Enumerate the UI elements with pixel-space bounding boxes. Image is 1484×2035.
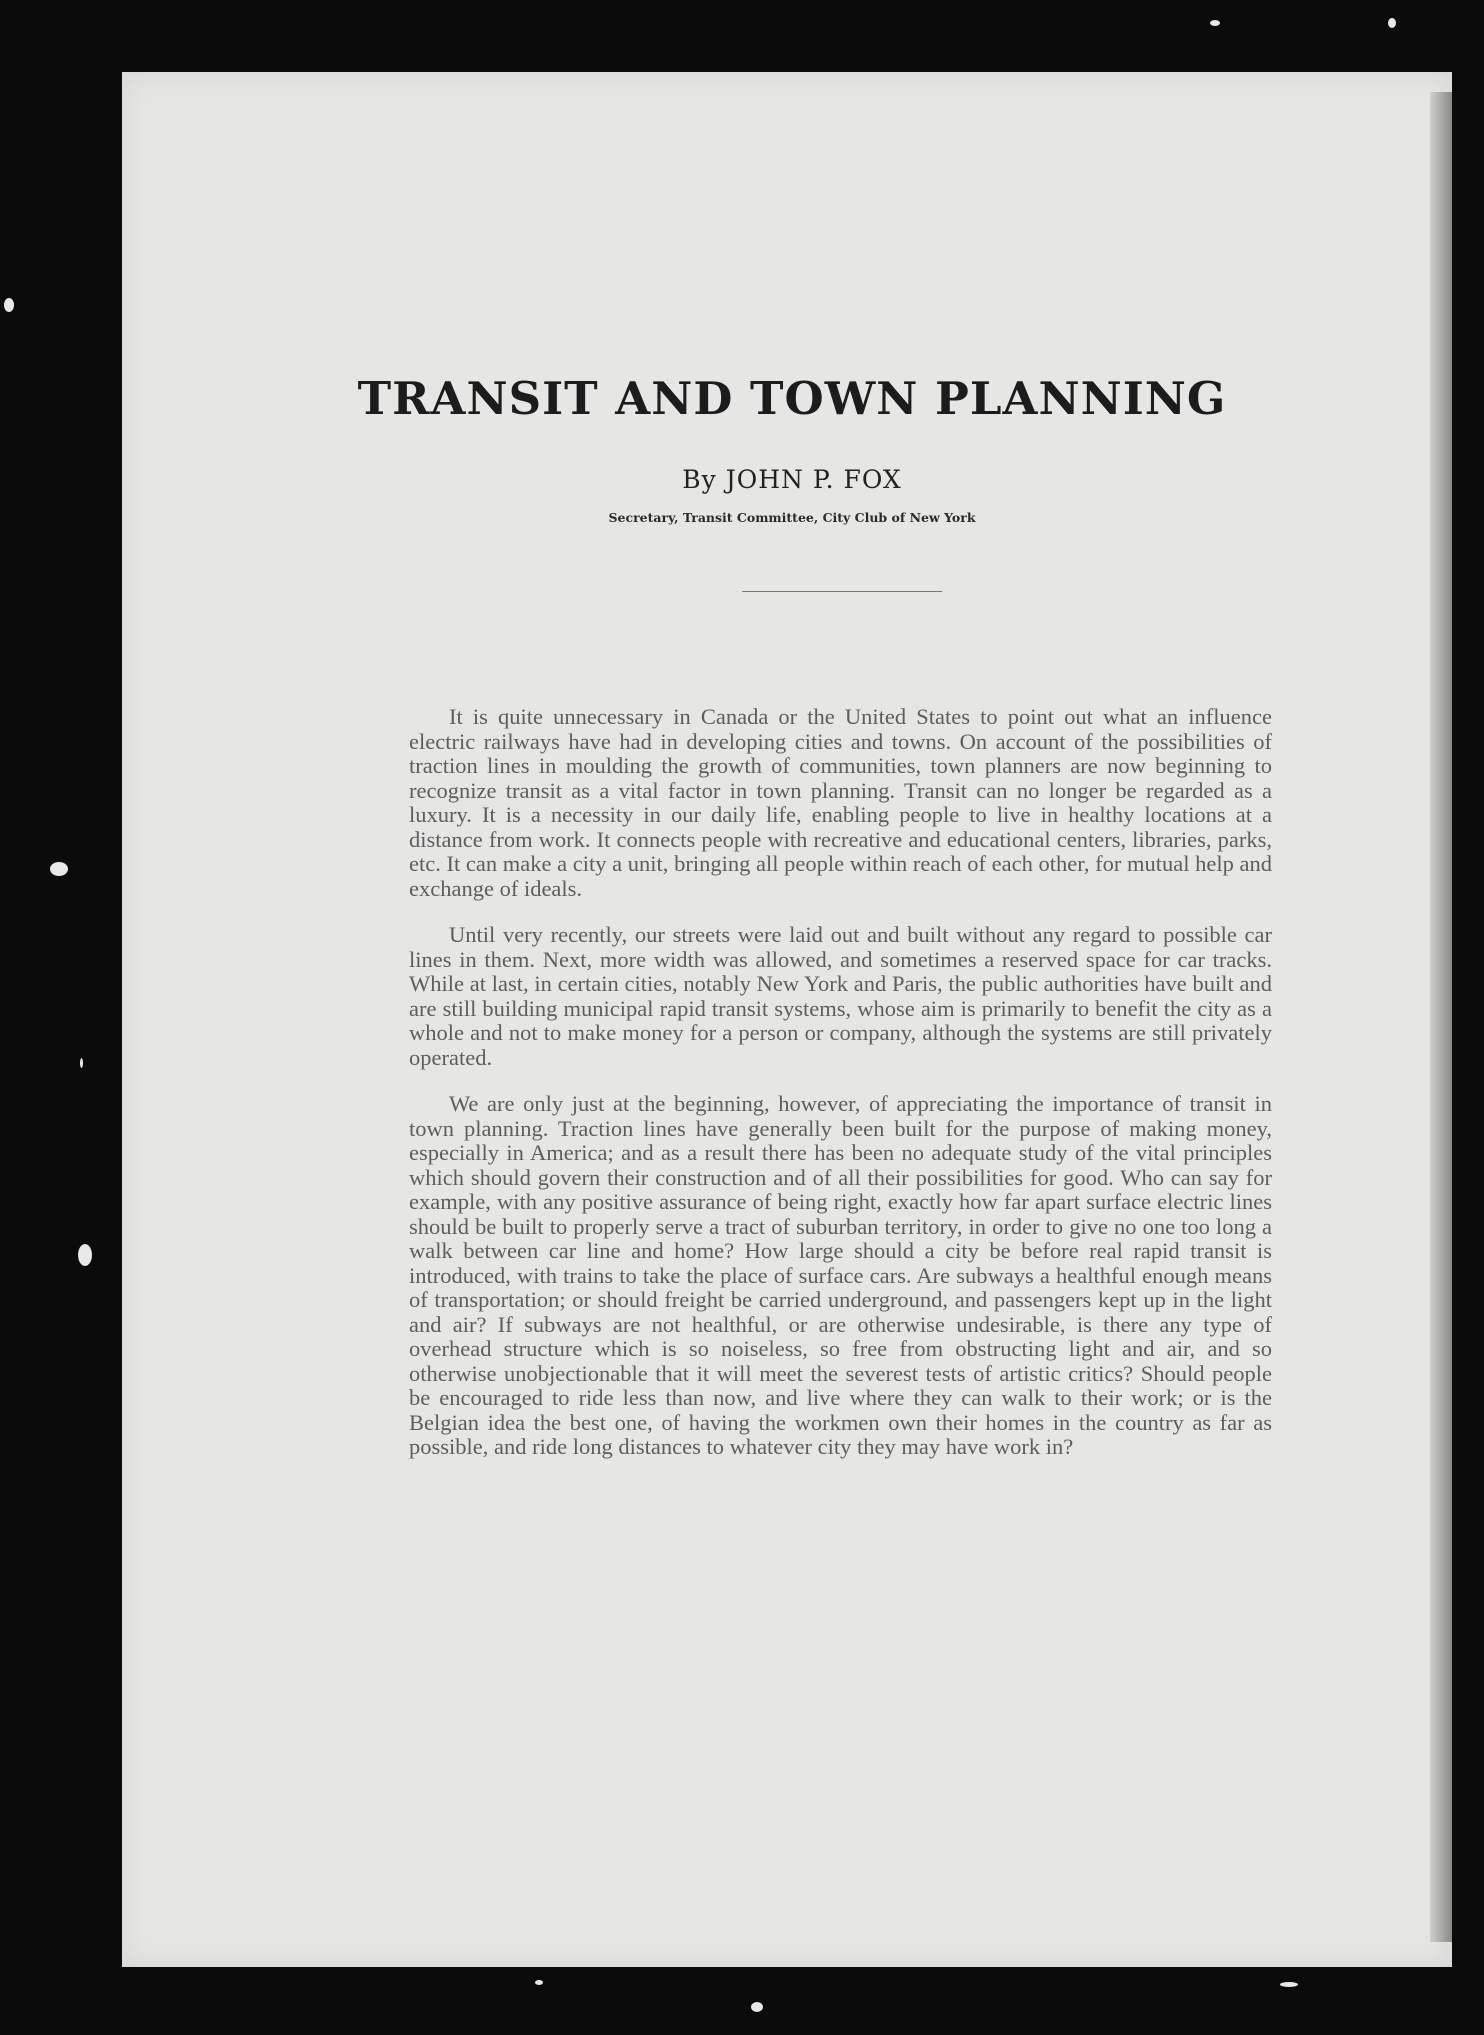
paragraph-3: We are only just at the beginning, however, of appreciating the importance of transit in town planning. Traction lines have generally been built for the purpose of making money, especially in America; and as a result there has been no adequate study of the vital principles which should govern their construction and of all their possibilities for good. Who can say for example, with any positive assurance of being right, exactly how far apart surface electric lines should be built to properly serve a tract of suburban territory, in order to give no one too long a walk between car line and home? How large should a city be before real rapid transit is introduced, with trains to take the place of surface cars. Are subways a healthful enough means of transportation; or should freight be carried underground, and passengers kept up in the light and air? If subways are not healthful, or are otherwise undesirable, is there any type of overhead structure which is so noiseless, so free from obstructing light and air, and so otherwise unobjectionable that it will meet the severest tests of artistic critics? Should people be encouraged to ride less than now, and live where they can walk to their work; or is the Belgian idea the best one, of having the workmen own their homes in the country as far as possible, and ride long distances to whatever city they may have work in? [409,1091,1272,1459]
page-edge [1430,92,1452,1942]
scan-speck [80,1058,83,1068]
scan-speck [1388,18,1396,28]
article-body [409,705,1272,1482]
scan-speck [78,1244,92,1266]
author-byline: By JOHN P. FOX [682,465,902,494]
scan-speck [1210,20,1220,26]
scan-speck [751,2002,763,2012]
author-affiliation: Secretary, Transit Committee, City Club of New York [608,510,976,525]
title-divider [742,591,942,592]
scan-speck [4,298,14,312]
scan-speck [50,862,68,876]
scan-speck [1280,1982,1298,1987]
paragraph-1: It is quite unnecessary in Canada or the United States to point out what an influence electric railways have had in developing cities and towns. On account of the possibilities of traction lines in moulding the growth of communities, town planners are now beginning to recognize transit as a vital factor in town planning. Transit can no longer be regarded as a luxury. It is a necessity in our daily life, enabling people to live in healthy locations at a distance from work. It connects people with recreative and educational centers, libraries, parks, etc. It can make a city a unit, bringing all people within reach of each other, for mutual help and exchange of ideals. [409,704,1272,901]
scan-speck [535,1980,543,1985]
article-title: TRANSIT AND TOWN PLANNING [357,372,1227,425]
document-page [122,72,1452,1967]
paragraph-2: Until very recently, our streets were laid out and built without any regard to possible car lines in them. Next, more width was allowed, and sometimes a reserved space for car tracks. While at last, in certain cities, notably New York and Paris, the public authorities have built and are still building municipal rapid transit systems, whose aim is primarily to benefit the city as a whole and not to make money for a person or company, although the systems are still privately operated. [409,922,1272,1070]
